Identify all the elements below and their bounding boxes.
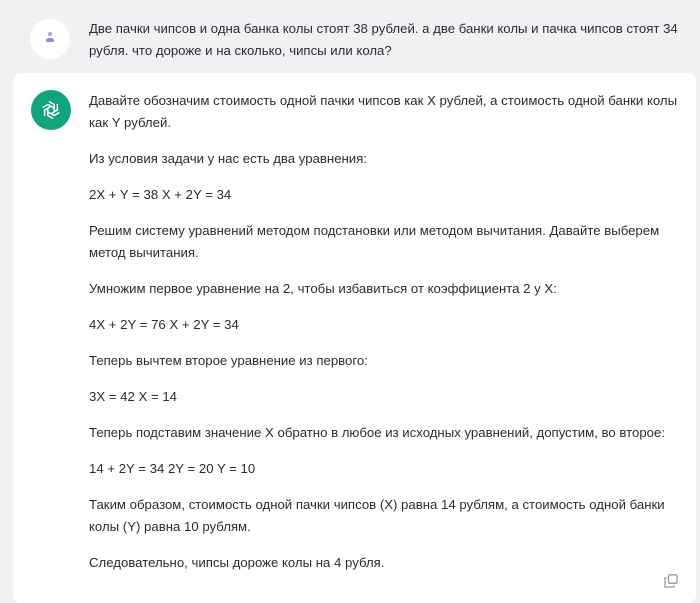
user-message-text: Две пачки чипсов и одна банка колы стоят 38 рублей. а две банки колы и пачка чипсов стоят 34 рубля. что дороже и на сколько, чипсы или кола? <box>89 21 678 58</box>
openai-logo-icon <box>31 90 71 130</box>
reply-equation: 3X = 42 X = 14 <box>89 389 177 404</box>
assistant-reply <box>89 90 685 588</box>
user-message <box>0 0 700 70</box>
reply-equation: 2X + Y = 38 X + 2Y = 34 <box>89 187 232 202</box>
reply-paragraph: Теперь подставим значение X обратно в любое из исходных уравнений, допустим, во второе: <box>89 425 666 440</box>
user-avatar-icon <box>30 19 70 59</box>
reply-paragraph: Таким образом, стоимость одной пачки чипсов (X) равна 14 рублям, а стоимость одной банки колы (Y) равна 10 рублям. <box>89 497 665 534</box>
reply-conclusion: Следовательно, чипсы дороже колы на 4 рубля. <box>89 555 385 570</box>
reply-paragraph: Теперь вычтем второе уравнение из первого: <box>89 353 368 368</box>
reply-equation: 4X + 2Y = 76 X + 2Y = 34 <box>89 317 239 332</box>
reply-paragraph: Умножим первое уравнение на 2, чтобы избавиться от коэффициента 2 у X: <box>89 281 557 296</box>
reply-paragraph: Давайте обозначим стоимость одной пачки чипсов как X рублей, а стоимость одной банки колы как Y рублей. <box>89 93 678 130</box>
reply-paragraph: Решим систему уравнений методом подстановки или методом вычитания. Давайте выберем метод вычитания. <box>89 223 660 260</box>
copy-icon[interactable] <box>664 574 678 588</box>
reply-paragraph: Из условия задачи у нас есть два уравнения: <box>89 151 367 166</box>
reply-equation: 14 + 2Y = 34 2Y = 20 Y = 10 <box>89 461 256 476</box>
